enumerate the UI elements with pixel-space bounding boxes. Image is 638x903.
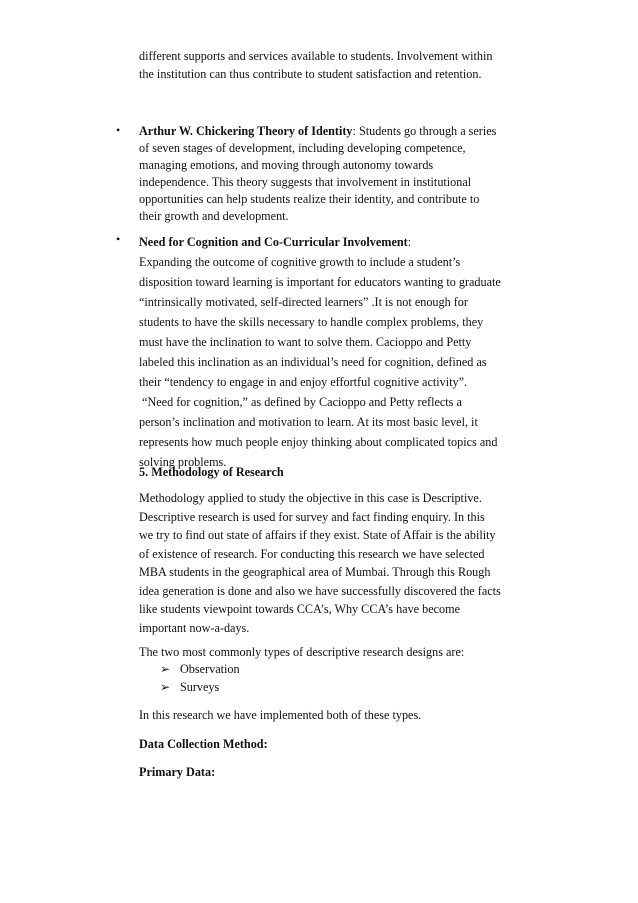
bullet-icon: • — [116, 123, 121, 137]
bullet-heading: Need for Cognition and Co-Curricular Involvement — [139, 235, 408, 249]
text-line: managing emotions, and moving through autonomy towards — [139, 158, 434, 172]
text-line: the institution can thus contribute to student satisfaction and retention. — [139, 67, 482, 81]
text-line: idea generation is done and also we have successfully discovered the facts — [139, 583, 501, 598]
text-line: “intrinsically motivated, self-directed learners” .It is not enough for — [139, 295, 468, 309]
bullet-icon: • — [116, 232, 121, 246]
text-line: MBA students in the geographical area of Mumbai. Through this Rough — [139, 565, 491, 579]
text-line: must have the inclination to want to solve them. Cacioppo and Petty — [139, 335, 472, 349]
text-line: like students viewpoint towards CCA’s, Why CCA’s have become — [139, 602, 461, 616]
implemented-text: In this research we have implemented both of these types. — [139, 708, 422, 722]
types-intro: The two most commonly types of descriptive research designs are: — [139, 645, 465, 659]
text-line: students to have the skills necessary to handle complex problems, they — [139, 315, 484, 329]
bullet-text: : Students go through a series — [352, 124, 497, 138]
text-line: disposition toward learning is important for educators wanting to graduate — [139, 275, 501, 289]
types-list — [160, 660, 460, 696]
text-line: of existence of research. For conducting this research we have selected — [139, 546, 485, 561]
section-heading: 5. Methodology of Research — [139, 465, 284, 479]
text-line: Methodology applied to study the objective in this case is Descriptive. — [139, 491, 482, 505]
arrow-bullet-icon: ➢ — [160, 680, 171, 694]
methodology-paragraph — [139, 489, 519, 637]
text-line: we try to find out state of affairs if they exist. State of Affair is the ability — [139, 528, 496, 542]
need-for-cognition-bullet — [139, 232, 519, 472]
primary-data-heading: Primary Data: — [139, 765, 216, 779]
list-item — [160, 660, 460, 678]
intro-paragraph — [139, 47, 519, 83]
text-line: “Need for cognition,” as defined by Cacioppo and Petty reflects a — [139, 395, 462, 409]
text-line: Descriptive research is used for survey and fact finding enquiry. In this — [139, 509, 485, 524]
text-line: labeled this inclination as an individual’s need for cognition, defined as — [139, 355, 487, 369]
text-line: represents how much people enjoy thinking about complicated topics and — [139, 435, 498, 449]
text-line: different supports and services available to students. Involvement within — [139, 49, 493, 63]
text-line: person’s inclination and motivation to learn. At its most basic level, it — [139, 415, 478, 429]
arrow-bullet-icon: ➢ — [160, 662, 171, 676]
bullet-text: : — [407, 235, 412, 249]
data-collection-heading: Data Collection Method: — [139, 737, 268, 751]
text-line: solving problems. — [139, 455, 227, 469]
list-item — [160, 678, 460, 696]
text-line: opportunities can help students realize their identity, and contribute to — [139, 192, 480, 206]
text-line: independence. This theory suggests that involvement in institutional — [139, 175, 472, 189]
text-line: their “tendency to engage in and enjoy effortful cognitive activity”. — [139, 375, 468, 389]
bullet-heading: Arthur W. Chickering Theory of Identity — [139, 124, 353, 138]
list-item-label: Surveys — [180, 680, 220, 694]
text-line: important now-a-days. — [139, 620, 250, 635]
text-line: of seven stages of development, including developing competence, — [139, 141, 466, 155]
text-line: Expanding the outcome of cognitive growth to include a student’s — [139, 255, 461, 269]
text-line: their growth and development. — [139, 209, 289, 223]
list-item-label: Observation — [180, 662, 240, 676]
chickering-bullet — [139, 123, 519, 225]
